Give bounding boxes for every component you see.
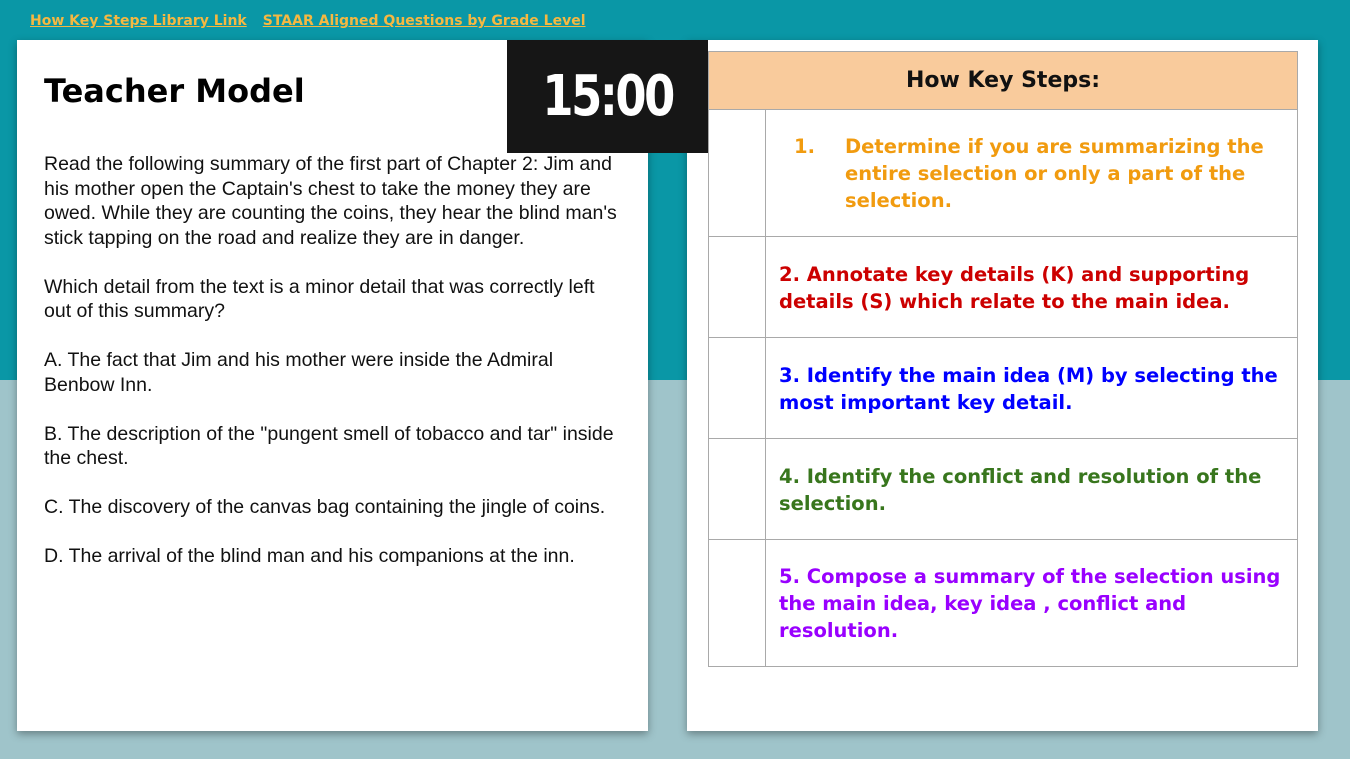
key-steps-library-link[interactable]: How Key Steps Library Link — [30, 13, 247, 29]
answer-option-d: D. The arrival of the blind man and his companions at the inn. — [44, 545, 575, 567]
step-text — [766, 110, 1298, 237]
steps-table-header: How Key Steps: — [709, 52, 1298, 110]
timer-text: 15:00 — [542, 64, 673, 129]
step-check-cell[interactable] — [709, 540, 766, 667]
step-row — [709, 540, 1298, 667]
step-number: 1. — [794, 135, 815, 158]
step-row — [709, 110, 1298, 237]
answer-option-a: A. The fact that Jim and his mother were inside the Admiral Benbow Inn. — [44, 349, 554, 396]
staar-questions-link[interactable]: STAAR Aligned Questions by Grade Level — [262, 13, 586, 29]
top-links-bar — [30, 13, 586, 29]
countdown-timer — [507, 40, 708, 153]
step-5-text: 5. Compose a summary of the selection using the main idea, key idea , conflict and resolution. — [766, 540, 1298, 667]
step-row — [709, 439, 1298, 540]
page-title: Teacher Model — [44, 72, 305, 110]
step-row — [709, 338, 1298, 439]
step-check-cell[interactable] — [709, 237, 766, 338]
step-3-text: 3. Identify the main idea (M) by selecting the most important key detail. — [766, 338, 1298, 439]
key-steps-table — [708, 51, 1298, 667]
step-check-cell[interactable] — [709, 439, 766, 540]
step-4-text: 4. Identify the conflict and resolution of the selection. — [766, 439, 1298, 540]
answer-option-b: B. The description of the "pungent smell of tobacco and tar" inside the chest. — [44, 422, 614, 469]
step-row — [709, 237, 1298, 338]
answer-option-c: C. The discovery of the canvas bag containing the jingle of coins. — [44, 496, 606, 518]
step-check-cell[interactable] — [709, 110, 766, 237]
step-2-text: 2. Annotate key details (K) and supporting details (S) which relate to the main idea. — [766, 237, 1298, 338]
step-check-cell[interactable] — [709, 338, 766, 439]
passage-summary: Read the following summary of the first part of Chapter 2: Jim and his mother open the Captain's chest to take the money they are owed. While they are counting the coins, they hear the blind man's stick tapping on the road and realize they are in danger. — [44, 153, 617, 249]
question-passage — [44, 152, 624, 593]
question-prompt: Which detail from the text is a minor detail that was correctly left out of this summary? — [44, 275, 595, 322]
step-1-text: Determine if you are summarizing the entire selection or only a part of the selection. — [845, 135, 1264, 212]
